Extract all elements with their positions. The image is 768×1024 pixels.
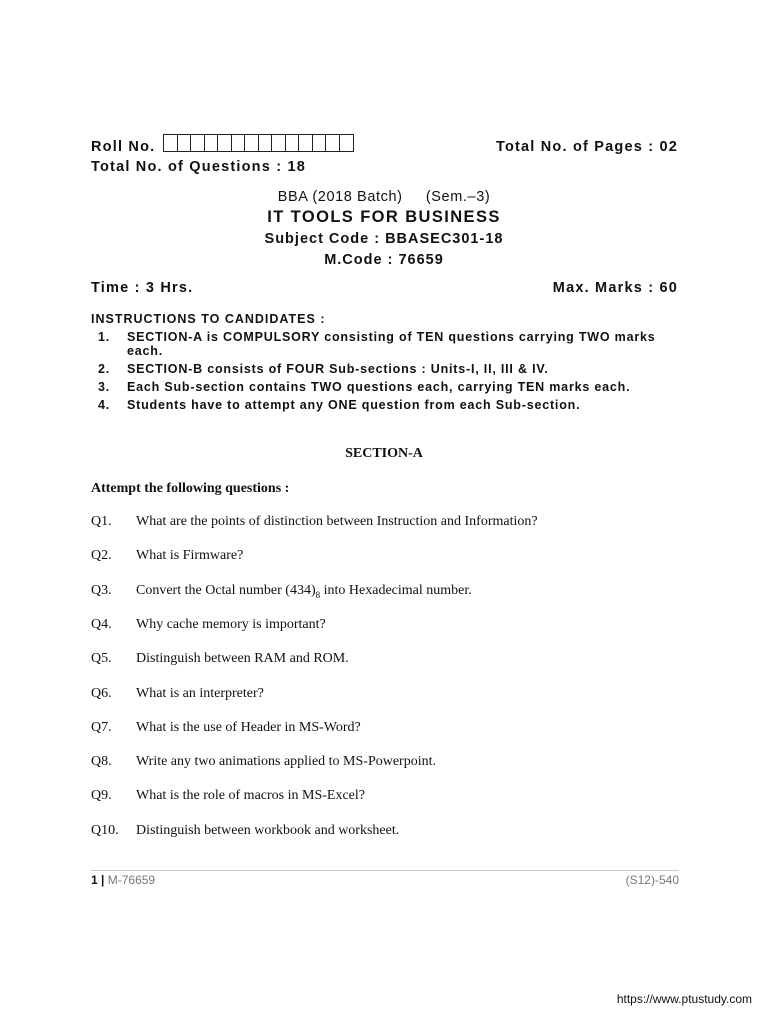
question-text: What are the points of distinction between Instruction and Information? (136, 514, 538, 529)
roll-number-box[interactable] (313, 135, 327, 151)
question-text: What is the role of macros in MS-Excel? (136, 788, 365, 803)
instruction-text: SECTION-B consists of FOUR Sub-sections : Units-I, II, III & IV. (127, 362, 549, 376)
question-subscript: 8 (315, 589, 321, 600)
instructions-title: INSTRUCTIONS TO CANDIDATES : (91, 312, 326, 326)
question-number: Q3. (91, 583, 112, 598)
instruction-number: 4. (98, 398, 111, 412)
roll-number-box[interactable] (245, 135, 259, 151)
course-batch: BBA (2018 Batch) (277, 189, 403, 205)
roll-number-box[interactable] (164, 135, 178, 151)
course-semester: (Sem.–3) (425, 189, 491, 205)
roll-number-box[interactable] (259, 135, 273, 151)
roll-number-boxes[interactable] (163, 134, 354, 152)
instruction-number: 2. (98, 362, 111, 376)
footer-divider (91, 870, 679, 871)
roll-number-box[interactable] (232, 135, 246, 151)
roll-number-box[interactable] (191, 135, 205, 151)
footer-left (91, 873, 155, 887)
question-text: Distinguish between RAM and ROM. (136, 651, 349, 666)
question-number: Q10. (91, 823, 119, 838)
instruction-text: Students have to attempt any ONE question from each Sub-section. (127, 398, 581, 412)
roll-number-box[interactable] (205, 135, 219, 151)
max-marks: Max. Marks : 60 (552, 280, 678, 296)
question-number: Q4. (91, 617, 112, 632)
question-text: Write any two animations applied to MS-Powerpoint. (136, 754, 437, 769)
m-code: M.Code : 76659 (324, 252, 444, 268)
question-text: What is Firmware? (136, 548, 244, 563)
footer-print-code: (S12)-540 (625, 873, 679, 887)
exam-time: Time : 3 Hrs. (91, 280, 194, 296)
question-text: Convert the Octal number $(434)_8$ into Hexadecimal number. (136, 583, 472, 600)
section-a-subtitle: Attempt the following questions : (91, 481, 290, 496)
subject-code: Subject Code : BBASEC301-18 (264, 231, 504, 247)
roll-number-box[interactable] (178, 135, 192, 151)
instruction-number: 3. (98, 380, 111, 394)
question-number: Q2. (91, 548, 112, 563)
instruction-text: Each Sub-section contains TWO questions each, carrying TEN marks each. (127, 380, 631, 394)
total-pages: Total No. of Pages : 02 (495, 139, 678, 155)
question-text: Distinguish between workbook and worksheet. (136, 823, 400, 838)
question-text: Why cache memory is important? (136, 617, 326, 632)
question-number: Q1. (91, 514, 112, 529)
roll-number-box[interactable] (299, 135, 313, 151)
instruction-number: 1. (98, 330, 111, 344)
question-number: Q9. (91, 788, 112, 803)
footer-separator: | (101, 873, 105, 887)
roll-number-box[interactable] (340, 135, 354, 151)
question-number: Q8. (91, 754, 112, 769)
footer-page-number: 1 (91, 873, 98, 887)
subject-title: IT TOOLS FOR BUSINESS (267, 208, 501, 226)
question-text: What is an interpreter? (136, 686, 264, 701)
roll-number-box[interactable] (218, 135, 232, 151)
question-text: What is the use of Header in MS-Word? (136, 720, 361, 735)
footer-m-code: M-76659 (107, 873, 156, 887)
section-a-title: SECTION-A (345, 446, 423, 461)
total-questions: Total No. of Questions : 18 (91, 159, 307, 175)
instruction-text: SECTION-A is COMPULSORY consisting of TEN questions carrying TWO marks each. (127, 330, 656, 358)
watermark-url: https://www.ptustudy.com (616, 992, 752, 1006)
roll-number-box[interactable] (272, 135, 286, 151)
course-line (0, 189, 768, 205)
question-number: Q6. (91, 686, 112, 701)
question-number: Q7. (91, 720, 112, 735)
roll-number-box[interactable] (286, 135, 300, 151)
question-number: Q5. (91, 651, 112, 666)
roll-number-label: Roll No. (91, 139, 156, 155)
roll-number-box[interactable] (326, 135, 340, 151)
